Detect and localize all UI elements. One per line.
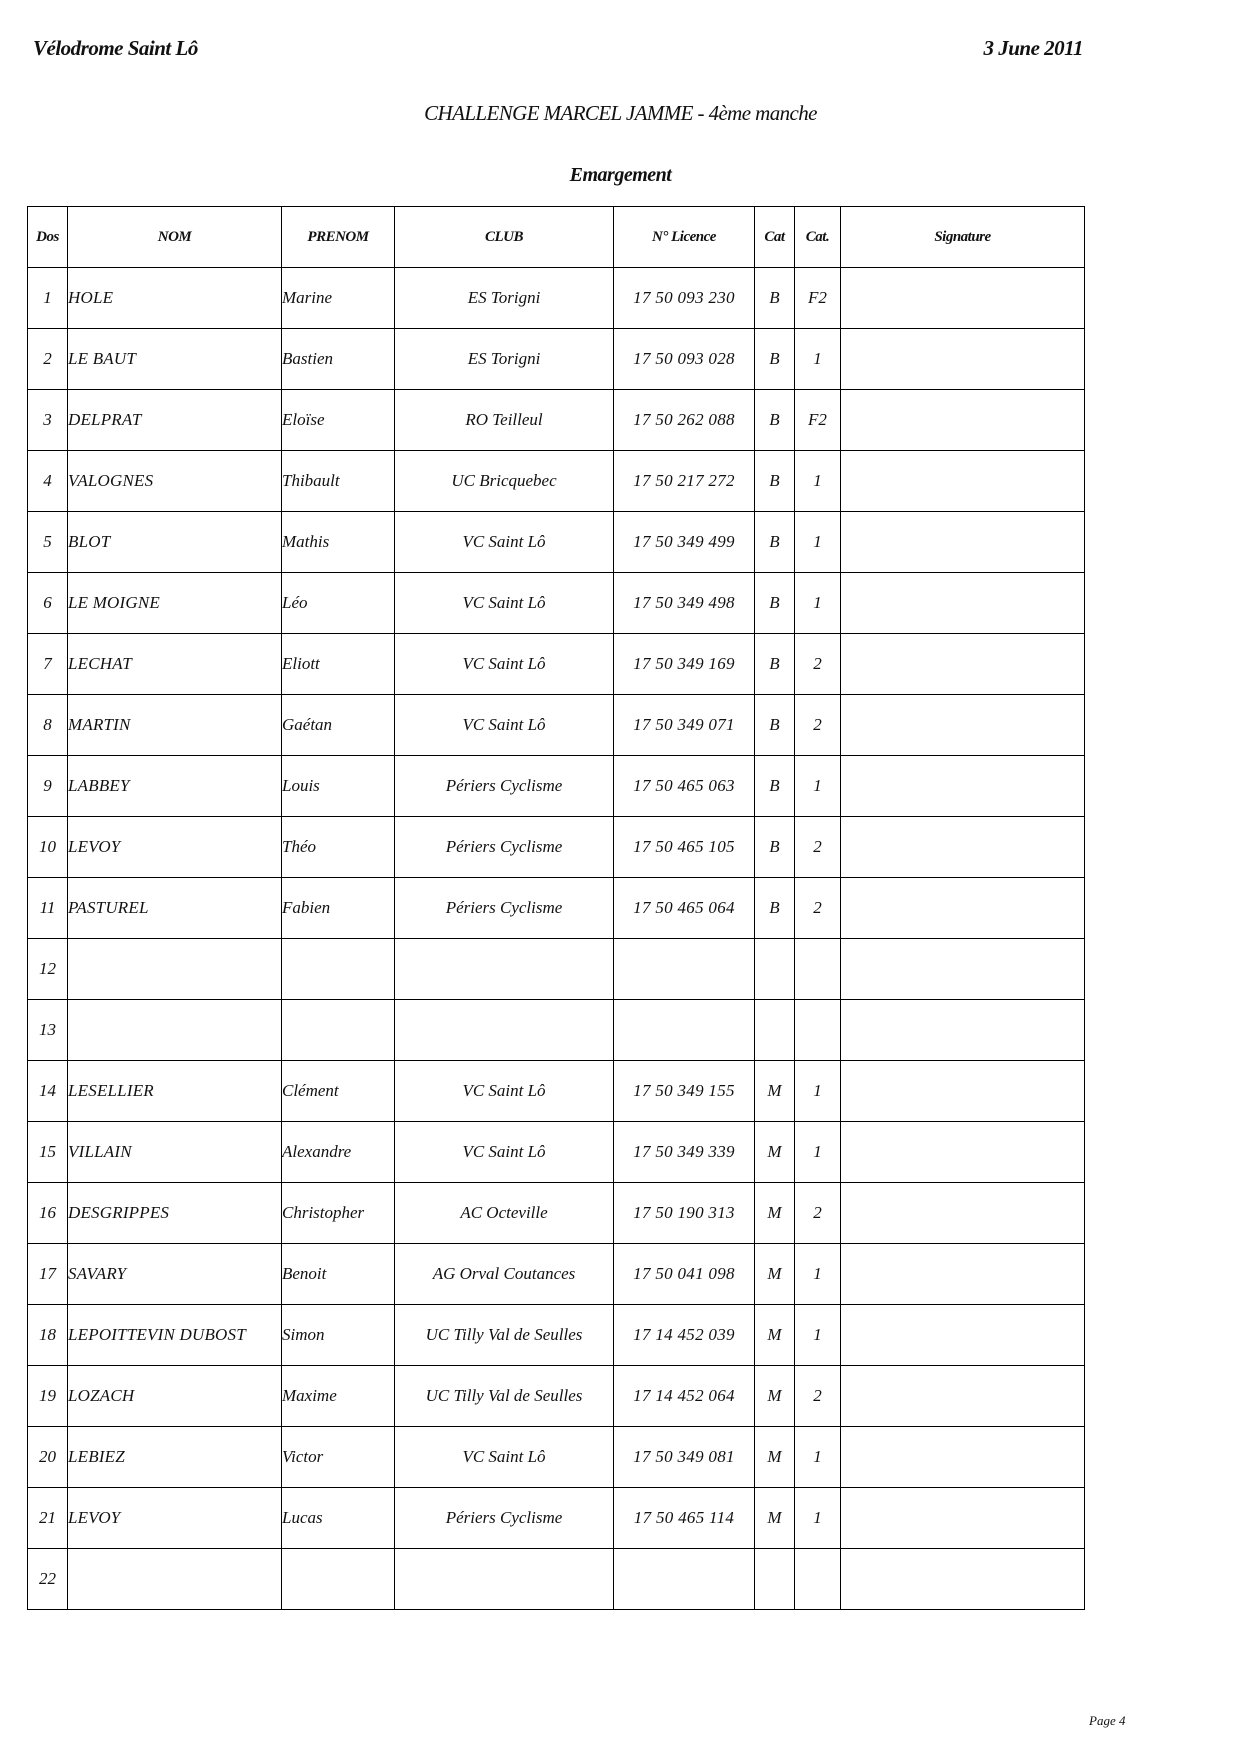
table-row <box>28 451 1085 512</box>
dos-cell: 22 <box>28 1549 68 1610</box>
dos-cell: 17 <box>28 1244 68 1305</box>
club-cell: VC Saint Lô <box>395 573 614 634</box>
prenom-cell: Victor <box>282 1427 395 1488</box>
table-row <box>28 878 1085 939</box>
nom-cell: LESELLIER <box>68 1061 282 1122</box>
cat-cell: B <box>755 390 795 451</box>
dos-cell: 20 <box>28 1427 68 1488</box>
signature-cell[interactable] <box>841 1183 1085 1244</box>
club-cell: VC Saint Lô <box>395 512 614 573</box>
dos-cell: 2 <box>28 329 68 390</box>
licence-cell: 17 14 452 064 <box>614 1366 755 1427</box>
cat2-cell: 2 <box>795 634 841 695</box>
dos-cell: 21 <box>28 1488 68 1549</box>
table-row <box>28 939 1085 1000</box>
nom-cell: BLOT <box>68 512 282 573</box>
cat2-cell: 1 <box>795 1305 841 1366</box>
cat-cell: M <box>755 1366 795 1427</box>
nom-cell: VILLAIN <box>68 1122 282 1183</box>
signature-cell[interactable] <box>841 512 1085 573</box>
signature-cell[interactable] <box>841 573 1085 634</box>
prenom-cell: Alexandre <box>282 1122 395 1183</box>
dos-cell: 3 <box>28 390 68 451</box>
cat-cell: M <box>755 1488 795 1549</box>
cat-cell: M <box>755 1122 795 1183</box>
signature-cell[interactable] <box>841 878 1085 939</box>
dos-cell: 4 <box>28 451 68 512</box>
cat-cell: B <box>755 573 795 634</box>
nom-cell <box>68 939 282 1000</box>
signature-cell[interactable] <box>841 451 1085 512</box>
table-row <box>28 634 1085 695</box>
licence-cell: 17 50 349 071 <box>614 695 755 756</box>
club-cell: Périers Cyclisme <box>395 878 614 939</box>
dos-cell: 7 <box>28 634 68 695</box>
dos-cell: 6 <box>28 573 68 634</box>
prenom-cell: Léo <box>282 573 395 634</box>
cat2-cell: 1 <box>795 329 841 390</box>
nom-cell: VALOGNES <box>68 451 282 512</box>
licence-cell: 17 14 452 039 <box>614 1305 755 1366</box>
cat2-cell: 1 <box>795 451 841 512</box>
table-row <box>28 756 1085 817</box>
column-header-dos: Dos <box>28 207 68 268</box>
signature-cell[interactable] <box>841 1305 1085 1366</box>
cat-cell: B <box>755 268 795 329</box>
prenom-cell: Thibault <box>282 451 395 512</box>
cat2-cell <box>795 1000 841 1061</box>
signature-cell[interactable] <box>841 1244 1085 1305</box>
club-cell: ES Torigni <box>395 329 614 390</box>
table-row <box>28 390 1085 451</box>
dos-cell: 8 <box>28 695 68 756</box>
cat2-cell: F2 <box>795 268 841 329</box>
cat2-cell: F2 <box>795 390 841 451</box>
dos-cell: 12 <box>28 939 68 1000</box>
signature-cell[interactable] <box>841 268 1085 329</box>
nom-cell: LEVOY <box>68 1488 282 1549</box>
signature-cell[interactable] <box>841 329 1085 390</box>
cat2-cell <box>795 939 841 1000</box>
licence-cell: 17 50 349 169 <box>614 634 755 695</box>
nom-cell: SAVARY <box>68 1244 282 1305</box>
club-cell: RO Teilleul <box>395 390 614 451</box>
date-header: 3 June 2011 <box>983 36 1083 60</box>
table-row <box>28 268 1085 329</box>
nom-cell: LEVOY <box>68 817 282 878</box>
dos-cell: 14 <box>28 1061 68 1122</box>
cat-cell <box>755 939 795 1000</box>
dos-cell: 15 <box>28 1122 68 1183</box>
prenom-cell: Bastien <box>282 329 395 390</box>
signature-cell[interactable] <box>841 695 1085 756</box>
cat2-cell: 2 <box>795 695 841 756</box>
signature-cell[interactable] <box>841 1061 1085 1122</box>
club-cell: VC Saint Lô <box>395 695 614 756</box>
dos-cell: 10 <box>28 817 68 878</box>
prenom-cell: Clément <box>282 1061 395 1122</box>
cat2-cell <box>795 1549 841 1610</box>
cat-cell: B <box>755 695 795 756</box>
nom-cell: LE BAUT <box>68 329 282 390</box>
cat2-cell: 1 <box>795 1244 841 1305</box>
club-cell: Périers Cyclisme <box>395 756 614 817</box>
table-row <box>28 1549 1085 1610</box>
cat-cell: B <box>755 512 795 573</box>
cat2-cell: 1 <box>795 1488 841 1549</box>
cat2-cell: 2 <box>795 1183 841 1244</box>
column-header-signature: Signature <box>841 207 1085 268</box>
dos-cell: 13 <box>28 1000 68 1061</box>
nom-cell: LOZACH <box>68 1366 282 1427</box>
venue-header: Vélodrome Saint Lô <box>33 36 198 60</box>
club-cell: VC Saint Lô <box>395 1427 614 1488</box>
club-cell: UC Tilly Val de Seulles <box>395 1366 614 1427</box>
nom-cell: PASTUREL <box>68 878 282 939</box>
licence-cell: 17 50 093 230 <box>614 268 755 329</box>
table-row <box>28 329 1085 390</box>
prenom-cell: Eloïse <box>282 390 395 451</box>
club-cell <box>395 939 614 1000</box>
signature-cell[interactable] <box>841 1427 1085 1488</box>
prenom-cell: Benoit <box>282 1244 395 1305</box>
club-cell: VC Saint Lô <box>395 634 614 695</box>
dos-cell: 19 <box>28 1366 68 1427</box>
prenom-cell <box>282 1000 395 1061</box>
cat-cell: B <box>755 878 795 939</box>
prenom-cell: Eliott <box>282 634 395 695</box>
prenom-cell <box>282 939 395 1000</box>
nom-cell: LEPOITTEVIN DUBOST <box>68 1305 282 1366</box>
table-row <box>28 1427 1085 1488</box>
club-cell: UC Bricquebec <box>395 451 614 512</box>
cat-cell: B <box>755 756 795 817</box>
cat2-cell: 1 <box>795 1427 841 1488</box>
cat2-cell: 2 <box>795 1366 841 1427</box>
nom-cell <box>68 1549 282 1610</box>
table-row <box>28 817 1085 878</box>
signature-cell[interactable] <box>841 1366 1085 1427</box>
dos-cell: 18 <box>28 1305 68 1366</box>
cat-cell: B <box>755 451 795 512</box>
cat2-cell: 2 <box>795 878 841 939</box>
cat-cell: B <box>755 817 795 878</box>
nom-cell: LE MOIGNE <box>68 573 282 634</box>
table-header-row <box>28 207 1085 268</box>
nom-cell <box>68 1000 282 1061</box>
prenom-cell <box>282 1549 395 1610</box>
cat-cell: M <box>755 1305 795 1366</box>
column-header-club: CLUB <box>395 207 614 268</box>
dos-cell: 16 <box>28 1183 68 1244</box>
dos-cell: 5 <box>28 512 68 573</box>
cat2-cell: 1 <box>795 1122 841 1183</box>
licence-cell <box>614 1000 755 1061</box>
club-cell: VC Saint Lô <box>395 1061 614 1122</box>
page-number: Page 4 <box>1089 1713 1126 1728</box>
licence-cell: 17 50 465 105 <box>614 817 755 878</box>
prenom-cell: Christopher <box>282 1183 395 1244</box>
cat-cell <box>755 1549 795 1610</box>
licence-cell: 17 50 190 313 <box>614 1183 755 1244</box>
cat2-cell: 1 <box>795 756 841 817</box>
signature-cell[interactable] <box>841 939 1085 1000</box>
table-row <box>28 512 1085 573</box>
licence-cell: 17 50 349 339 <box>614 1122 755 1183</box>
club-cell: Périers Cyclisme <box>395 1488 614 1549</box>
nom-cell: HOLE <box>68 268 282 329</box>
cat-cell: M <box>755 1061 795 1122</box>
club-cell: UC Tilly Val de Seulles <box>395 1305 614 1366</box>
club-cell: ES Torigni <box>395 268 614 329</box>
nom-cell: DESGRIPPES <box>68 1183 282 1244</box>
nom-cell: MARTIN <box>68 695 282 756</box>
nom-cell: LABBEY <box>68 756 282 817</box>
column-header-cat: Cat <box>755 207 795 268</box>
nom-cell: LEBIEZ <box>68 1427 282 1488</box>
licence-cell: 17 50 093 028 <box>614 329 755 390</box>
nom-cell: DELPRAT <box>68 390 282 451</box>
club-cell: AC Octeville <box>395 1183 614 1244</box>
licence-cell: 17 50 349 155 <box>614 1061 755 1122</box>
signature-cell[interactable] <box>841 634 1085 695</box>
licence-cell <box>614 1549 755 1610</box>
table-row <box>28 1244 1085 1305</box>
cat-cell: M <box>755 1244 795 1305</box>
licence-cell: 17 50 465 063 <box>614 756 755 817</box>
cat-cell: M <box>755 1183 795 1244</box>
licence-cell: 17 50 217 272 <box>614 451 755 512</box>
prenom-cell: Gaétan <box>282 695 395 756</box>
cat-cell: B <box>755 329 795 390</box>
column-header-nom: NOM <box>68 207 282 268</box>
licence-cell: 17 50 349 498 <box>614 573 755 634</box>
signature-cell[interactable] <box>841 817 1085 878</box>
licence-cell: 17 50 465 114 <box>614 1488 755 1549</box>
table-row <box>28 1122 1085 1183</box>
table-row <box>28 1366 1085 1427</box>
licence-cell: 17 50 262 088 <box>614 390 755 451</box>
table-row <box>28 573 1085 634</box>
signature-cell[interactable] <box>841 756 1085 817</box>
prenom-cell: Lucas <box>282 1488 395 1549</box>
licence-cell: 17 50 465 064 <box>614 878 755 939</box>
sign-in-table <box>27 206 1085 1610</box>
cat-cell: B <box>755 634 795 695</box>
signature-cell[interactable] <box>841 1000 1085 1061</box>
table-row <box>28 695 1085 756</box>
prenom-cell: Théo <box>282 817 395 878</box>
column-header-cat2: Cat. <box>795 207 841 268</box>
prenom-cell: Marine <box>282 268 395 329</box>
prenom-cell: Fabien <box>282 878 395 939</box>
prenom-cell: Louis <box>282 756 395 817</box>
dos-cell: 11 <box>28 878 68 939</box>
column-header-licence: N° Licence <box>614 207 755 268</box>
prenom-cell: Maxime <box>282 1366 395 1427</box>
cat2-cell: 1 <box>795 512 841 573</box>
cat2-cell: 1 <box>795 1061 841 1122</box>
signature-cell[interactable] <box>841 1122 1085 1183</box>
club-cell <box>395 1000 614 1061</box>
licence-cell: 17 50 349 081 <box>614 1427 755 1488</box>
club-cell: VC Saint Lô <box>395 1122 614 1183</box>
prenom-cell: Simon <box>282 1305 395 1366</box>
table-row <box>28 1488 1085 1549</box>
prenom-cell: Mathis <box>282 512 395 573</box>
signature-cell[interactable] <box>841 390 1085 451</box>
dos-cell: 1 <box>28 268 68 329</box>
dos-cell: 9 <box>28 756 68 817</box>
club-cell <box>395 1549 614 1610</box>
club-cell: AG Orval Coutances <box>395 1244 614 1305</box>
licence-cell <box>614 939 755 1000</box>
table-row <box>28 1305 1085 1366</box>
cat-cell: M <box>755 1427 795 1488</box>
cat2-cell: 1 <box>795 573 841 634</box>
column-header-prenom: PRENOM <box>282 207 395 268</box>
table-row <box>28 1000 1085 1061</box>
cat-cell <box>755 1000 795 1061</box>
cat2-cell: 2 <box>795 817 841 878</box>
table-row <box>28 1061 1085 1122</box>
table-row <box>28 1183 1085 1244</box>
signature-cell[interactable] <box>841 1549 1085 1610</box>
club-cell: Périers Cyclisme <box>395 817 614 878</box>
document-subtitle: Emargement <box>569 164 672 186</box>
licence-cell: 17 50 349 499 <box>614 512 755 573</box>
nom-cell: LECHAT <box>68 634 282 695</box>
licence-cell: 17 50 041 098 <box>614 1244 755 1305</box>
document-title: CHALLENGE MARCEL JAMME - 4ème manche <box>424 101 817 125</box>
signature-cell[interactable] <box>841 1488 1085 1549</box>
